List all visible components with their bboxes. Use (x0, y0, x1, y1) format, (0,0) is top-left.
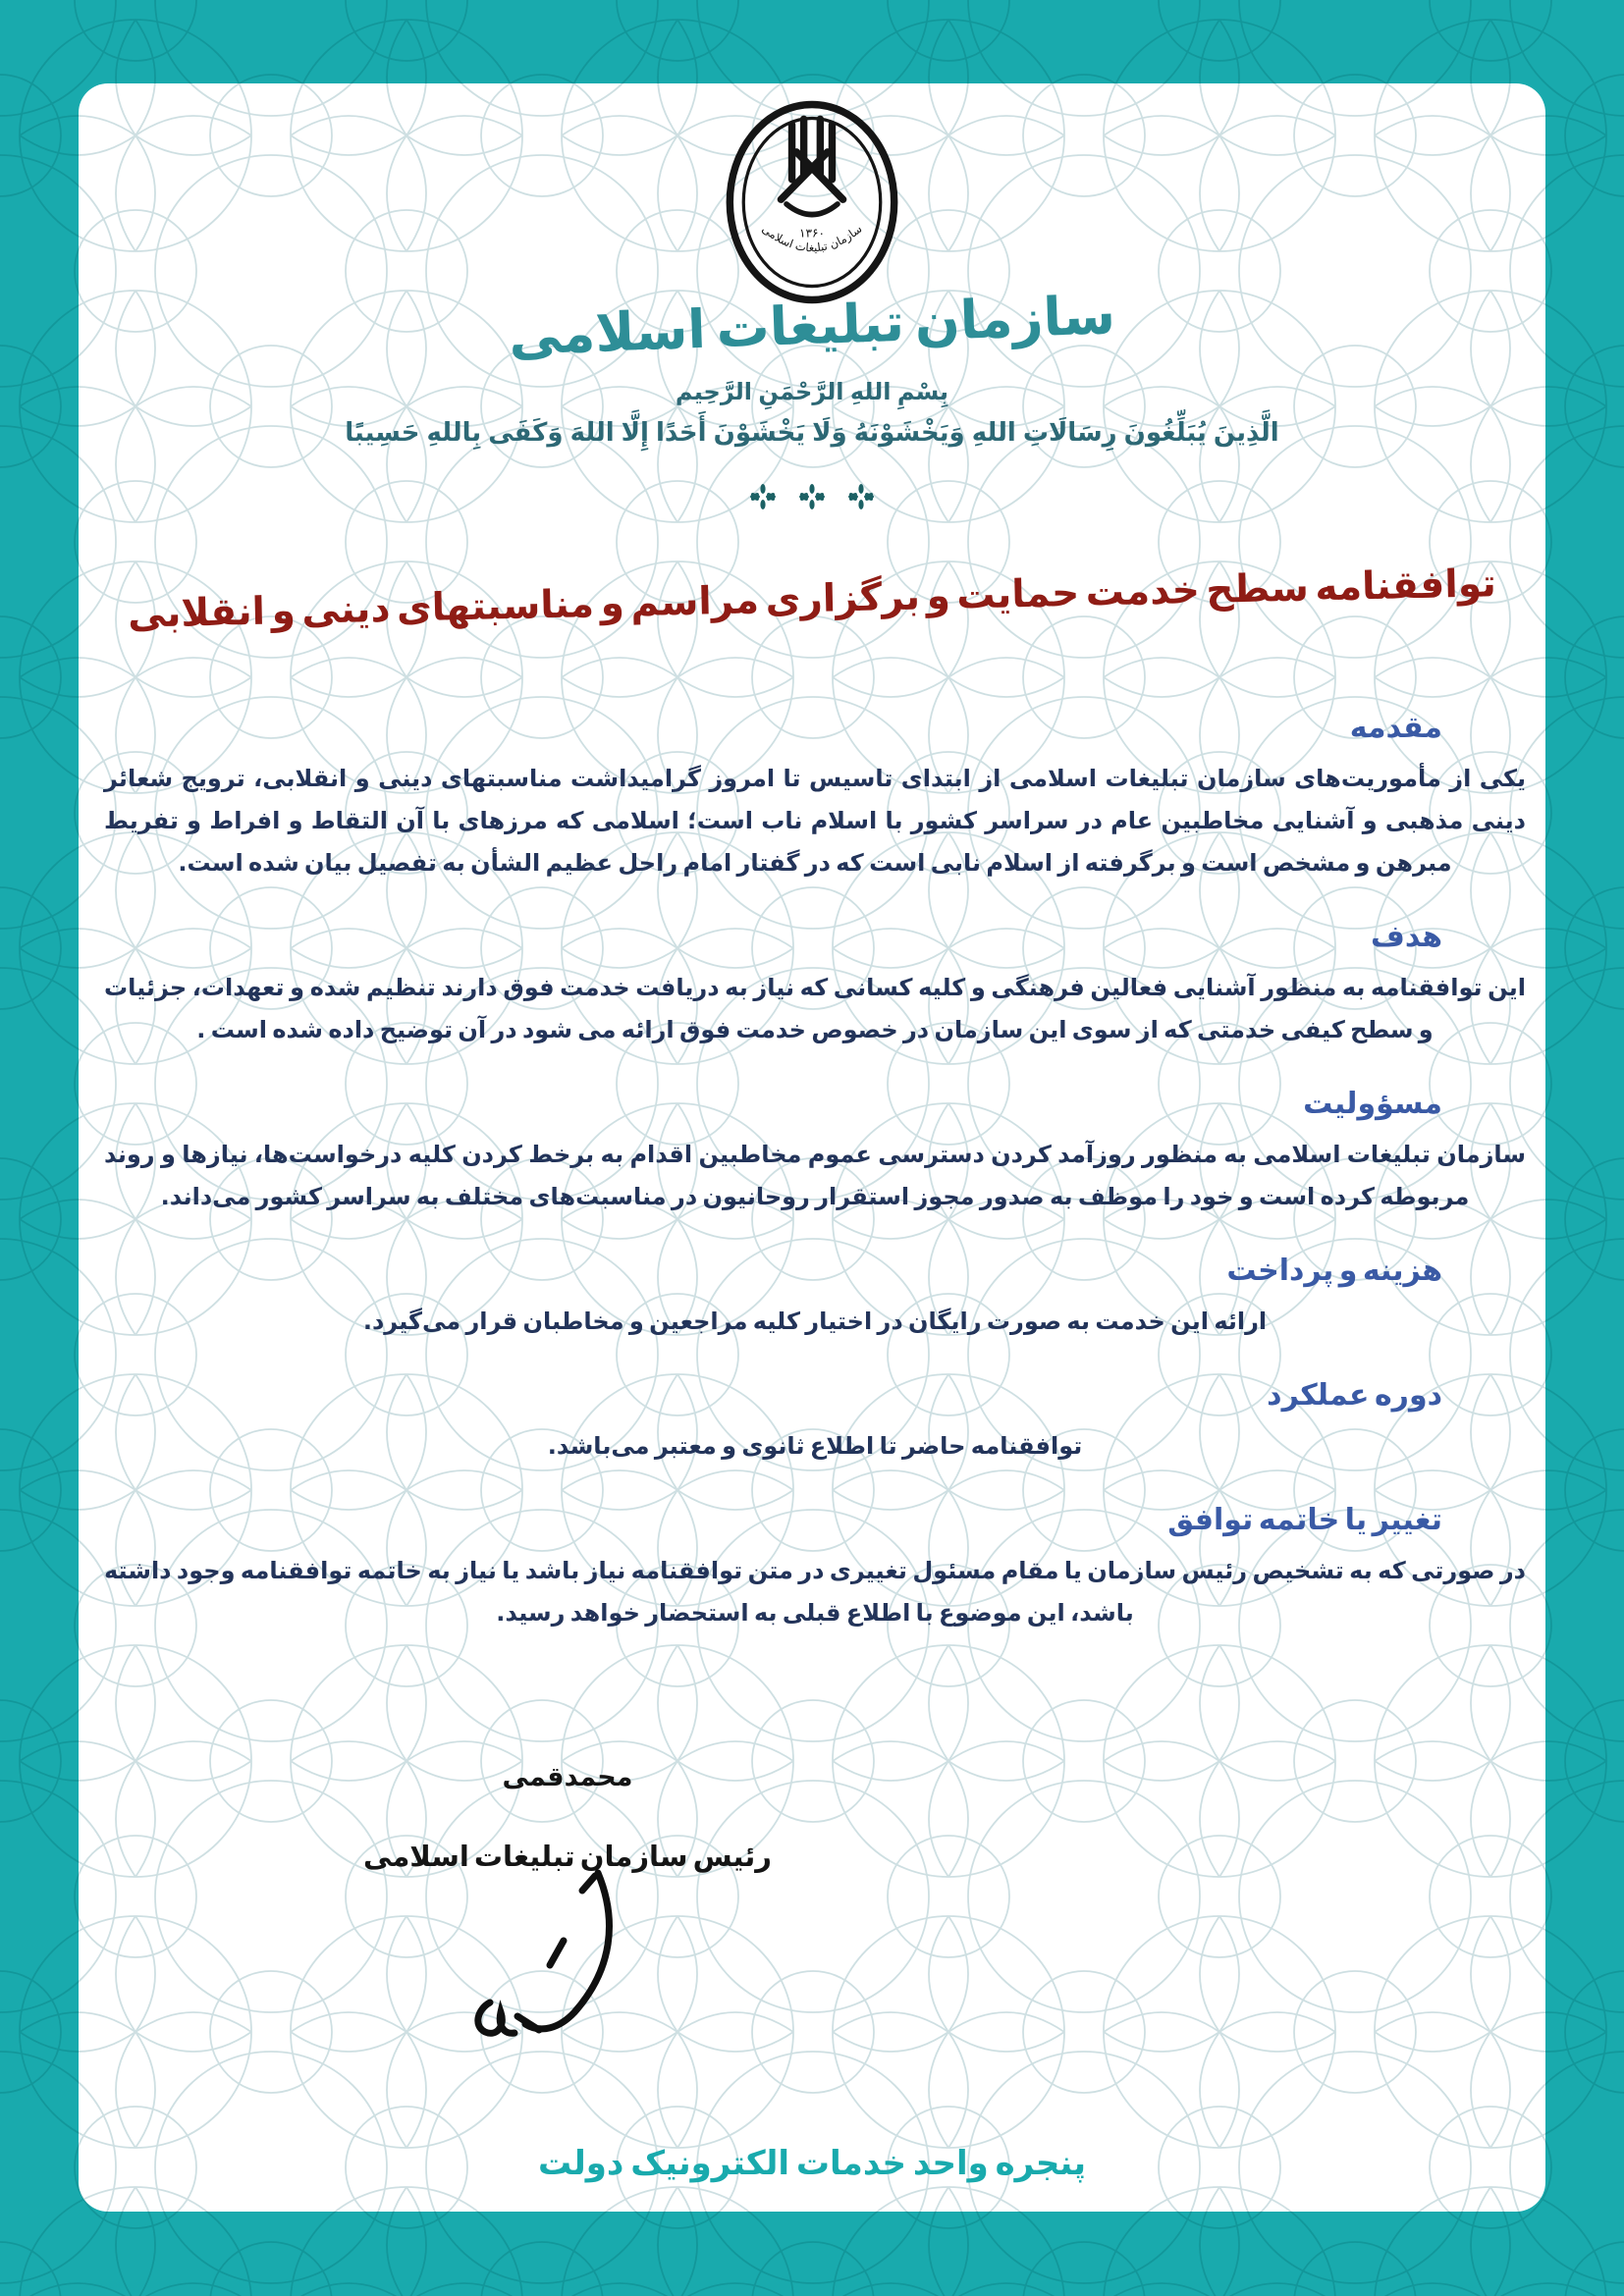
section-hadaf (104, 918, 1526, 1051)
section-heading: تغییر یا خاتمه توافق (1167, 1503, 1442, 1537)
document-title: توافقنامه سطح خدمت حمایت و برگزاری مراسم و مناسبتهای دینی و انقلابی (127, 561, 1497, 637)
seal-year: ۱۳۶۰ (799, 226, 825, 240)
footer-service-window: پنجره واحد خدمات الکترونیک دولت (538, 2144, 1086, 2183)
section-body: توافقنامه حاضر تا اطلاع ثانوی و معتبر می‌باشد. (547, 1432, 1083, 1460)
section-masouliyat (104, 1085, 1526, 1218)
section-heading: مقدمه (1349, 711, 1442, 745)
section-heading: هدف (1371, 920, 1442, 954)
signature-icon (454, 1863, 650, 2069)
section-body: در صورتی که به تشخیص رئیس سازمان یا مقام مسئول تغییری در متن توافقنامه نیاز باشد یا نیاز به خاتمه توافقنامه وجود داشته باشد، این موضوع با اطلاع قبلی به استحضار خواهد رسید. (104, 1557, 1526, 1627)
section-heading: مسؤولیت (1303, 1087, 1442, 1121)
section-body: یکی از مأموریت‌های سازمان تبلیغات اسلامی از ابتدای تاسیس تا امروز گرامیداشت مناسبتهای دینی و انقلابی، ترویج شعائر دینی مذهبی و آشنایی مخاطبین عام در سراسر کشور با اسلام ناب است؛ اسلامی که مرزهای با آن التقاط و افراط و تفریط مبرهن و مشخص است و برگرفته از اسلام نابی است که در گفتار امام راحل عظیم الشأن به تفصیل بیان شده است. (104, 765, 1526, 877)
seal-org-name: سازمان تبلیغات اسلامی (759, 221, 865, 255)
bismillah-text: بِسْمِ اللهِ الرَّحْمَنِ الرَّحِيم (675, 378, 949, 405)
signatory-role: رئیس سازمان تبلیغات اسلامی (363, 1840, 772, 1873)
signature-block (175, 1762, 960, 1873)
section-heading: هزینه و پرداخت (1226, 1254, 1442, 1288)
ornament-divider (0, 483, 1624, 510)
quran-verse-text: الَّذِينَ يُبَلِّغُونَ رِسَالَاتِ اللهِ وَيَخْشَوْنَهُ وَلَا يَخْشَوْنَ أَحَدًا إِلَّا اللهَ وَكَفَى بِاللهِ حَسِيبًا (345, 418, 1279, 448)
sections-container (104, 709, 1526, 1668)
ornament-asterisk-icon (798, 483, 826, 510)
handwritten-signature (454, 1863, 650, 2073)
section-body: سازمان تبلیغات اسلامی به منظور روزآمد کردن دسترسی عموم مخاطبین اقدام به برخط کردن کلیه درخواست‌ها، نیازها و روند مربوطه کرده است و خود را موظف به صدور مجوز استقرار روحانیون در مناسبت‌های مختلف به سراسر کشور می‌داند. (104, 1141, 1526, 1210)
section-doreh-amalkard (104, 1376, 1526, 1468)
ornament-asterisk-icon (749, 483, 777, 510)
section-heading: دوره عملکرد (1267, 1378, 1442, 1413)
ornament-asterisk-icon (847, 483, 875, 510)
signatory-name: محمدقمی (502, 1762, 633, 1792)
section-hazineh-pardakht (104, 1252, 1526, 1343)
section-moghaddameh (104, 709, 1526, 884)
brand-calligraphy: سازمان تبلیغات اسلامی (508, 284, 1116, 367)
organization-seal-icon (721, 96, 903, 308)
kufic-allah-icon (781, 119, 842, 199)
section-body: ارائه این خدمت به صورت رایگان در اختیار کلیه مراجعین و مخاطبان قرار می‌گیرد. (362, 1308, 1268, 1335)
section-taghir-khatemeh (104, 1501, 1526, 1634)
section-body: این توافقنامه به منظور آشنایی فعالین فرهنگی و کلیه کسانی که نیاز به دریافت خدمت فوق دارند تنظیم شده و تعهدات، جزئیات و سطح کیفی خدمتی که از سوی این سازمان در خصوص خدمت فوق ارائه می شود در آن توضیح داده شده است . (104, 974, 1526, 1043)
